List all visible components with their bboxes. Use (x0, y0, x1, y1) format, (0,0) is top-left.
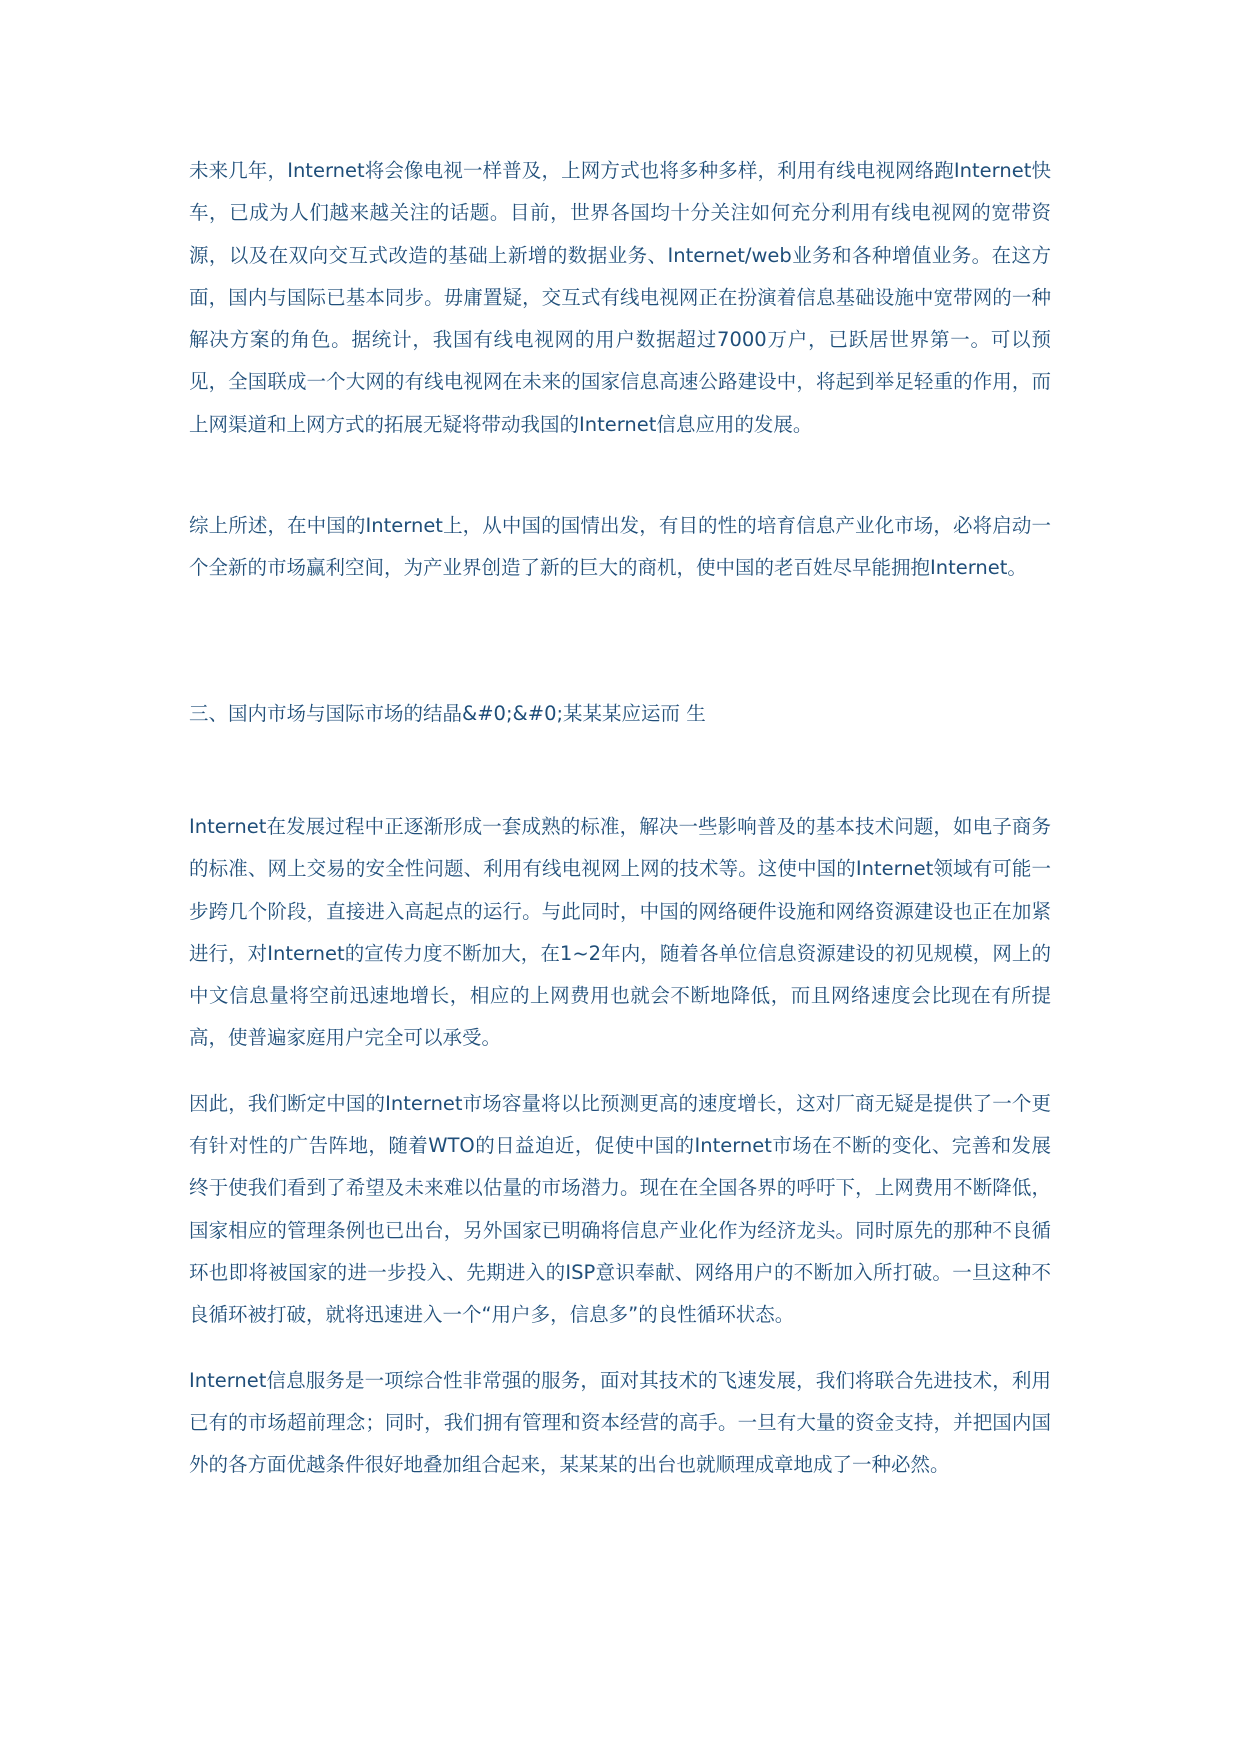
section-heading: 三、国内市场与国际市场的结晶&#0;&#0;某某某应运而 生 (189, 701, 706, 725)
paragraph-intro: 未来几年，Internet将会像电视一样普及，上网方式也将多种多样，利用有线电视网络跑Internet快车，已成为人们越来越关注的话题。目前，世界各国均十分关注如何充分利用有线电视网的宽带资源，以及在双向交互式改造的基础上新增的数据业务、Internet/web业务和各种增值业务。在这方面，国内与国际已基本同步。毋庸置疑，交互式有线电视网正在扮演着信息基础设施中宽带网的一种解决方案的角色。据统计，我国有线电视网的用户数据超过7000万户，已跃居世界第一。可以预见，全国联成一个大网的有线电视网在未来的国家信息高速公路建设中，将起到举足轻重的作用，而上网渠道和上网方式的拓展无疑将带动我国的Internet信息应用的发展。 (189, 159, 1051, 436)
paragraph-standards: Internet在发展过程中正逐渐形成一套成熟的标准，解决一些影响普及的基本技术问题，如电子商务的标准、网上交易的安全性问题、利用有线电视网上网的技术等。这使中国的Internet领域有可能一步跨几个阶段，直接进入高起点的运行。与此同时，中国的网络硬件设施和网络资源建设也正在加紧进行，对Internet的宣传力度不断加大，在1~2年内，随着各单位信息资源建设的初见规模，网上的中文信息量将空前迅速地增长，相应的上网费用也就会不断地降低，而且网络速度会比现在有所提高，使普遍家庭用户完全可以承受。 (189, 814, 1051, 1050)
paragraph-summary: 综上所述，在中国的Internet上，从中国的国情出发，有目的性的培育信息产业化市场，必将启动一个全新的市场赢利空间，为产业界创造了新的巨大的商机，使中国的老百姓尽早能拥抱Internet。 (189, 514, 1051, 580)
paragraph-services: Internet信息服务是一项综合性非常强的服务，面对其技术的飞速发展，我们将联合先进技术，利用已有的市场超前理念；同时，我们拥有管理和资本经营的高手。一旦有大量的资金支持，并把国内国外的各方面优越条件很好地叠加组合起来，某某某的出台也就顺理成章地成了一种必然。 (189, 1368, 1051, 1477)
document-page (189, 150, 1051, 1486)
paragraph-market: 因此，我们断定中国的Internet市场容量将以比预测更高的速度增长，这对厂商无疑是提供了一个更有针对性的广告阵地，随着WTO的日益迫近，促使中国的Internet市场在不断的变化、完善和发展终于使我们看到了希望及未来难以估量的市场潜力。现在在全国各界的呼吁下，上网费用不断降低，国家相应的管理条例也已出台，另外国家已明确将信息产业化作为经济龙头。同时原先的那种不良循环也即将被国家的进一步投入、先期进入的ISP意识奉献、网络用户的不断加入所打破。一旦这种不良循环被打破，就将迅速进入一个“用户多，信息多”的良性循环状态。 (189, 1091, 1051, 1327)
